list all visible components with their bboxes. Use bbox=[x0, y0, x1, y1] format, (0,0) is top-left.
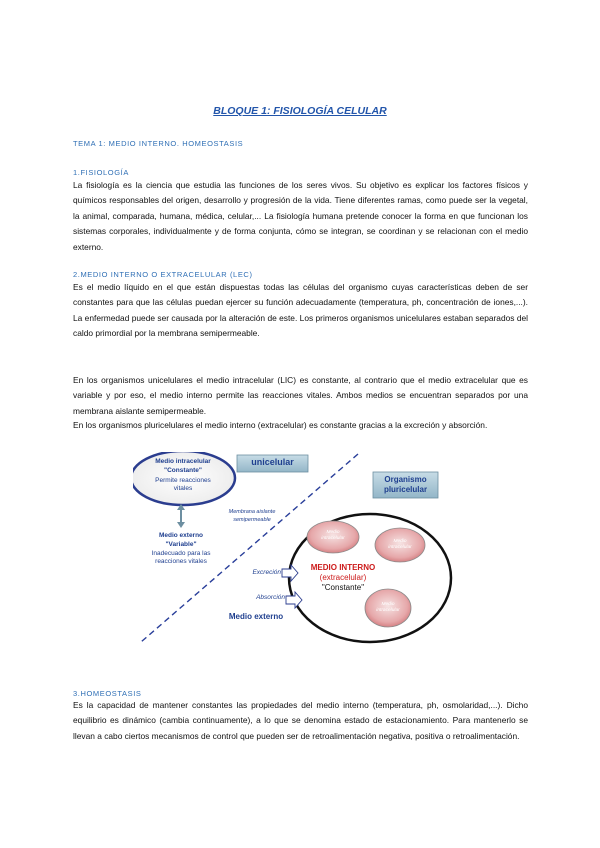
external-variable-note-2: reacciones vitales bbox=[155, 558, 207, 565]
section3-heading: 3.HOMEOSTASIS bbox=[73, 689, 142, 698]
section3-paragraph: Es la capacidad de mantener constantes las propiedades del medio interno (temperatura, ph, osmolaridad,...). Dicho equilibrio es dinámico (cambia continuamente), a lo que se denomina estado de estacionamiento. Para mantenerlo se llevan a cabo ciertos mecanismos de control que pueden ser de retroalimentación negativa, positiva o retroalimentación. bbox=[73, 700, 528, 741]
section2-paragraph-3: En los organismos pluricelulares el medio interno (extracelular) es constante gracias a la excreción y absorción. bbox=[73, 420, 488, 430]
section2-paragraph-2: En los organismos unicelulares el medio intracelular (LIC) es constante, al contrario que el medio extracelular que es variable y por eso, el medio interno permite las reacciones vitales. Ambos medios se encuentran separados por una membrana aislante semipermeable. bbox=[73, 375, 528, 416]
cell-2-label-2: intracelular bbox=[388, 545, 412, 550]
pluricelular-label-2: pluricelular bbox=[383, 485, 428, 494]
topic-heading: TEMA 1: MEDIO INTERNO. HOMEOSTASIS bbox=[73, 139, 244, 148]
membrane-label-2: semipermeable bbox=[233, 517, 271, 523]
cell-1-label-1: Medio bbox=[326, 530, 340, 535]
internal-quality: "Constante" bbox=[321, 583, 365, 592]
excretion-label: Excreción bbox=[252, 569, 281, 576]
pluricelular-label-1: Organismo bbox=[384, 475, 427, 484]
internal-subtitle: (extracelular) bbox=[319, 573, 367, 582]
cell-2-label-1: Medio bbox=[393, 539, 407, 544]
membrane-label-1: Membrana aislante bbox=[228, 509, 276, 515]
homeostasis-diagram bbox=[133, 452, 456, 647]
intracellular-quality: "Constante" bbox=[164, 467, 202, 474]
section2-paragraph-1: Es el medio líquido en el que están dispuestas todas las células del organismo cuyas características deben de ser constantes para que las células puedan ejercer su función adecuadamente (temperatura, ph, concentración de iones,...). La enfermedad puede ser causada por la alteración de este. Los primeros organismos unicelulares estaban separados del caldo primordial por la membrana semipermeable. bbox=[73, 282, 528, 339]
section1-paragraph: La fisiología es la ciencia que estudia las funciones de los seres vivos. Su objetivo es explicar los factores físicos y químicos responsables del origen, desarrollo y progresión de la vida. Tiene diferentes ramas, como puede ser la vegetal, la animal, comparada, humana, médica, celular,... La fisiología humana pretende conocer la forma en que funcionan los sistemas corporales, individualmente y de forma conjunta, cómo se integran, se coordinan y se relacionan con el medio externo. bbox=[73, 180, 528, 252]
section2-heading: 2.MEDIO INTERNO O EXTRACELULAR (LEC) bbox=[73, 270, 253, 279]
external-bottom-label: Medio externo bbox=[228, 612, 284, 621]
document-title: BLOQUE 1: FISIOLOGÍA CELULAR bbox=[213, 105, 387, 117]
intracellular-note-2: vitales bbox=[173, 485, 193, 492]
unicelular-label: unicelular bbox=[251, 457, 294, 467]
cell-3-label-1: Medio bbox=[381, 602, 395, 607]
cell-3-label-2: intracelular bbox=[376, 608, 400, 613]
internal-title: MEDIO INTERNO bbox=[310, 563, 376, 572]
absorption-label: Absorción bbox=[256, 594, 285, 601]
intracellular-note-1: Permite reacciones bbox=[155, 477, 211, 484]
section1-heading: 1.FISIOLOGÍA bbox=[73, 168, 129, 177]
external-variable-note-1: Inadecuado para las bbox=[151, 550, 211, 557]
external-variable-title: Medio externo bbox=[158, 532, 204, 539]
membrane-arrow-down bbox=[177, 522, 185, 528]
intracellular-title: Medio intracelular bbox=[155, 458, 211, 465]
cell-1-label-2: intracelular bbox=[321, 536, 345, 541]
external-variable-quality: "Variable" bbox=[165, 541, 197, 548]
